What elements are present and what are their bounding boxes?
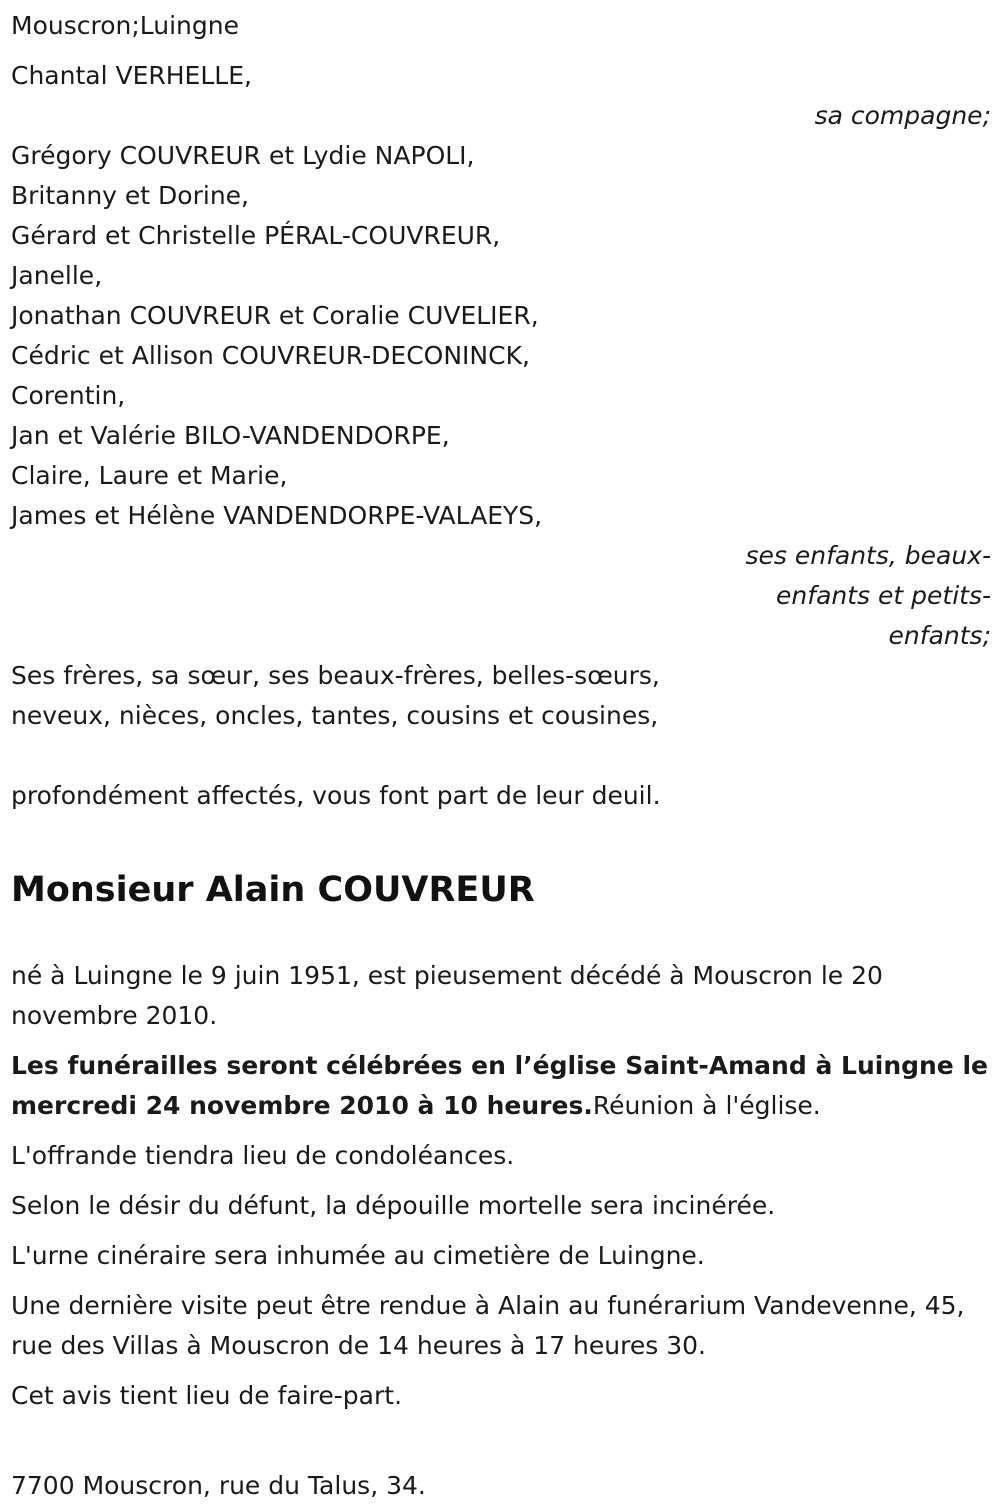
birth-death-text: né à Luingne le 9 juin 1951, est pieusement décédé à Mouscron le 20 novembre 2010. — [11, 961, 883, 1030]
other-relatives — [11, 656, 991, 736]
address: 7700 Mouscron, rue du Talus, 34. — [11, 1471, 426, 1500]
spacer — [11, 736, 991, 776]
location-header: Mouscron;Luingne — [11, 11, 239, 40]
children-role-line: enfants; — [888, 621, 991, 650]
announcement: profondément affectés, vous font part de leur deuil. — [11, 781, 661, 810]
children-line: James et Hélène VANDENDORPE-VALAEYS, — [11, 501, 543, 530]
children-line: Gérard et Christelle PÉRAL-COUVREUR, — [11, 221, 501, 250]
relatives-line: Ses frères, sa sœur, ses beaux-frères, belles-sœurs, — [11, 661, 660, 690]
children-list — [11, 136, 991, 536]
children-line: Corentin, — [11, 381, 126, 410]
offering-text: L'offrande tiendra lieu de condoléances. — [11, 1141, 515, 1170]
deceased-name: Monsieur Alain COUVREUR — [11, 870, 535, 910]
companion-role: sa compagne; — [814, 101, 991, 130]
children-line: Janelle, — [11, 261, 103, 290]
children-line: Cédric et Allison COUVREUR-DECONINCK, — [11, 341, 530, 370]
visit-text: Une dernière visite peut être rendue à Alain au funérarium Vandevenne, 45, rue des Villas à Mouscron de 14 heures à 17 heures 30. — [11, 1291, 965, 1360]
obituary-notice — [11, 6, 991, 1506]
relatives-line: neveux, nièces, oncles, tantes, cousins et cousines, — [11, 701, 659, 730]
children-role-line: enfants et petits- — [776, 581, 991, 610]
children-line: Britanny et Dorine, — [11, 181, 250, 210]
children-line: Grégory COUVREUR et Lydie NAPOLI, — [11, 141, 475, 170]
cremation-text: Selon le désir du défunt, la dépouille mortelle sera incinérée. — [11, 1191, 776, 1220]
children-role-line: ses enfants, beaux- — [745, 541, 991, 570]
children-role — [11, 536, 991, 656]
funeral-details: Les funérailles seront célébrées en l’église Saint-Amand à Luingne le mercredi 24 novembre 2010 à 10 heures. — [11, 1051, 988, 1120]
urn-text: L'urne cinéraire sera inhumée au cimetière de Luingne. — [11, 1241, 705, 1270]
children-line: Jan et Valérie BILO-VANDENDORPE, — [11, 421, 450, 450]
companion-name: Chantal VERHELLE, — [11, 61, 252, 90]
spacer — [11, 46, 991, 56]
children-line: Jonathan COUVREUR et Coralie CUVELIER, — [11, 301, 539, 330]
funeral-meeting: Réunion à l'église. — [592, 1091, 821, 1120]
spacer — [11, 1426, 991, 1466]
notice-text: Cet avis tient lieu de faire-part. — [11, 1381, 403, 1410]
funeral-paragraph — [11, 1046, 991, 1126]
children-line: Claire, Laure et Marie, — [11, 461, 288, 490]
